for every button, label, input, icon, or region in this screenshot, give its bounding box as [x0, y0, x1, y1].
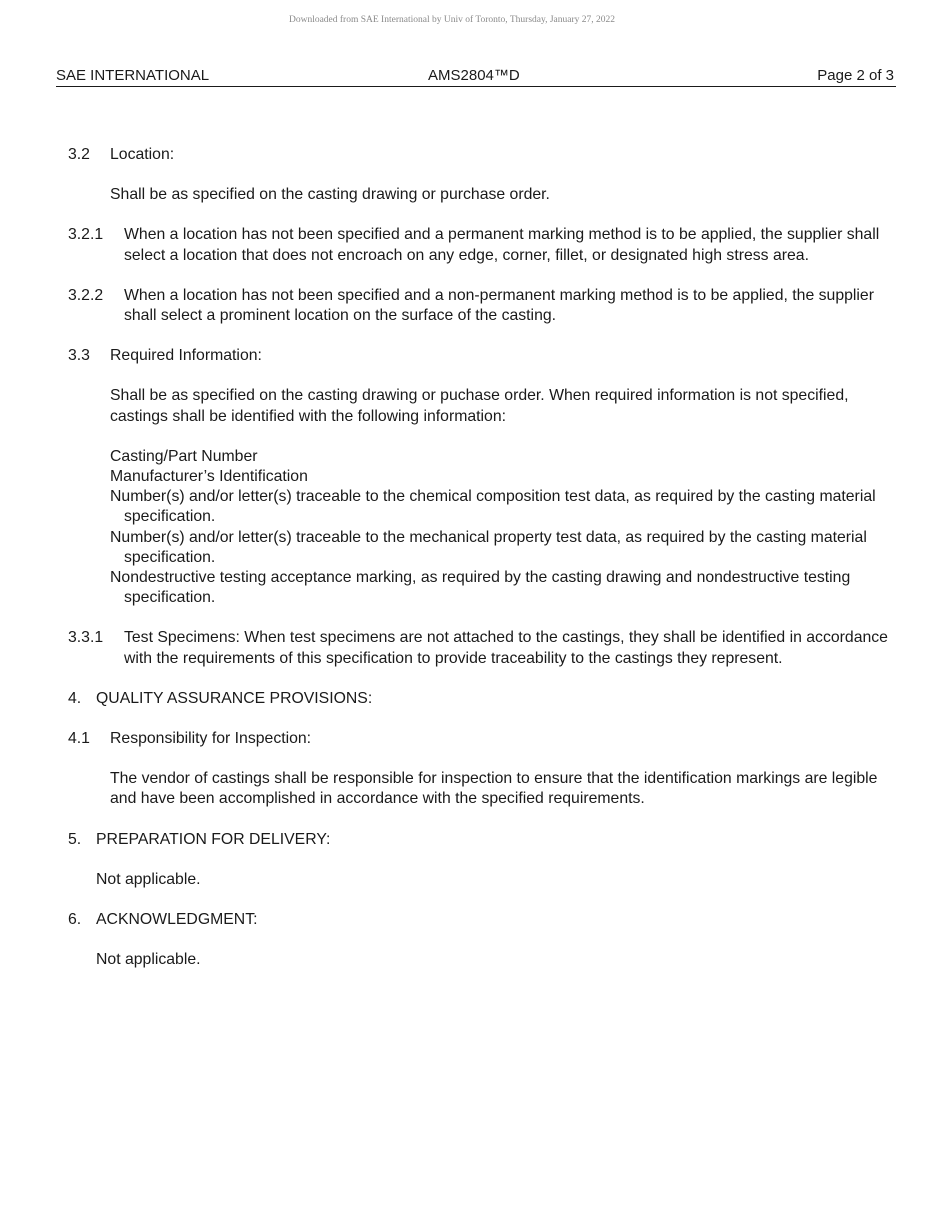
section-number: 3.2 [68, 146, 90, 163]
section-number: 4.1 [68, 730, 90, 748]
section-3-2-2 [68, 286, 888, 326]
section-number: 3.3 [68, 347, 90, 365]
header-document-number: AMS2804™D [428, 67, 520, 84]
list-item: Casting/Part Number [110, 447, 258, 465]
list-item: Manufacturer’s Identification [110, 468, 308, 486]
page-header [56, 66, 896, 87]
section-title: QUALITY ASSURANCE PROVISIONS: [96, 689, 373, 707]
section-number: 5. [68, 830, 82, 848]
section-title: PREPARATION FOR DELIVERY: [96, 830, 331, 848]
section-6-heading [68, 910, 888, 930]
section-number: 3.2.2 [68, 286, 104, 304]
document-body [68, 145, 888, 990]
section-title: Required Information: [110, 347, 262, 365]
list-item: Nondestructive testing acceptance marking, as required by the casting drawing and nondestructive testing specification. [110, 569, 851, 607]
section-3-3-text: Shall be as specified on the casting drawing or puchase order. When required information is not specified, castings shall be identified with the following information: [110, 387, 849, 425]
section-text: When a location has not been specified and a permanent marking method is to be applied, the supplier shall select a location that does not encroach on any edge, corner, fillet, or designated high stress area. [124, 226, 880, 264]
section-3-3-heading [68, 346, 888, 366]
section-title: ACKNOWLEDGMENT: [96, 911, 258, 929]
list-item: Number(s) and/or letter(s) traceable to the chemical composition test data, as required by the casting material specification. [110, 488, 876, 526]
header-page-number: Page 2 of 3 [817, 67, 894, 84]
section-number: 4. [68, 689, 82, 707]
header-organization: SAE INTERNATIONAL [56, 67, 210, 84]
section-title: Location: [110, 146, 175, 163]
section-5-heading [68, 830, 888, 850]
section-3-2-heading [68, 145, 888, 165]
section-6-text: Not applicable. [96, 951, 201, 969]
required-information-list [68, 447, 888, 609]
list-item: Number(s) and/or letter(s) traceable to the mechanical property test data, as required by the casting material specification. [110, 528, 867, 566]
section-5-text: Not applicable. [96, 870, 201, 888]
section-4-1-heading [68, 729, 888, 749]
download-watermark: Downloaded from SAE International by Univ of Toronto, Thursday, January 27, 2022 [288, 15, 616, 25]
section-3-2-text: Shall be as specified on the casting drawing or purchase order. [110, 186, 550, 204]
section-text: Test Specimens: When test specimens are not attached to the castings, they shall be identified in accordance with the requirements of this specification to provide traceability to the castings they represent. [124, 629, 888, 667]
section-text: When a location has not been specified and a non-permanent marking method is to be applied, the supplier shall select a prominent location on the surface of the casting. [124, 286, 874, 325]
section-number: 3.3.1 [68, 629, 104, 647]
section-3-2-1 [68, 225, 888, 265]
section-title: Responsibility for Inspection: [110, 730, 312, 748]
section-number: 3.2.1 [68, 226, 104, 244]
section-3-3-1 [68, 628, 888, 668]
section-number: 6. [68, 911, 82, 929]
section-4-1-text: The vendor of castings shall be responsible for inspection to ensure that the identification markings are legible and have been accomplished in accordance with the specified requirements. [110, 770, 878, 808]
section-4-heading [68, 689, 888, 709]
